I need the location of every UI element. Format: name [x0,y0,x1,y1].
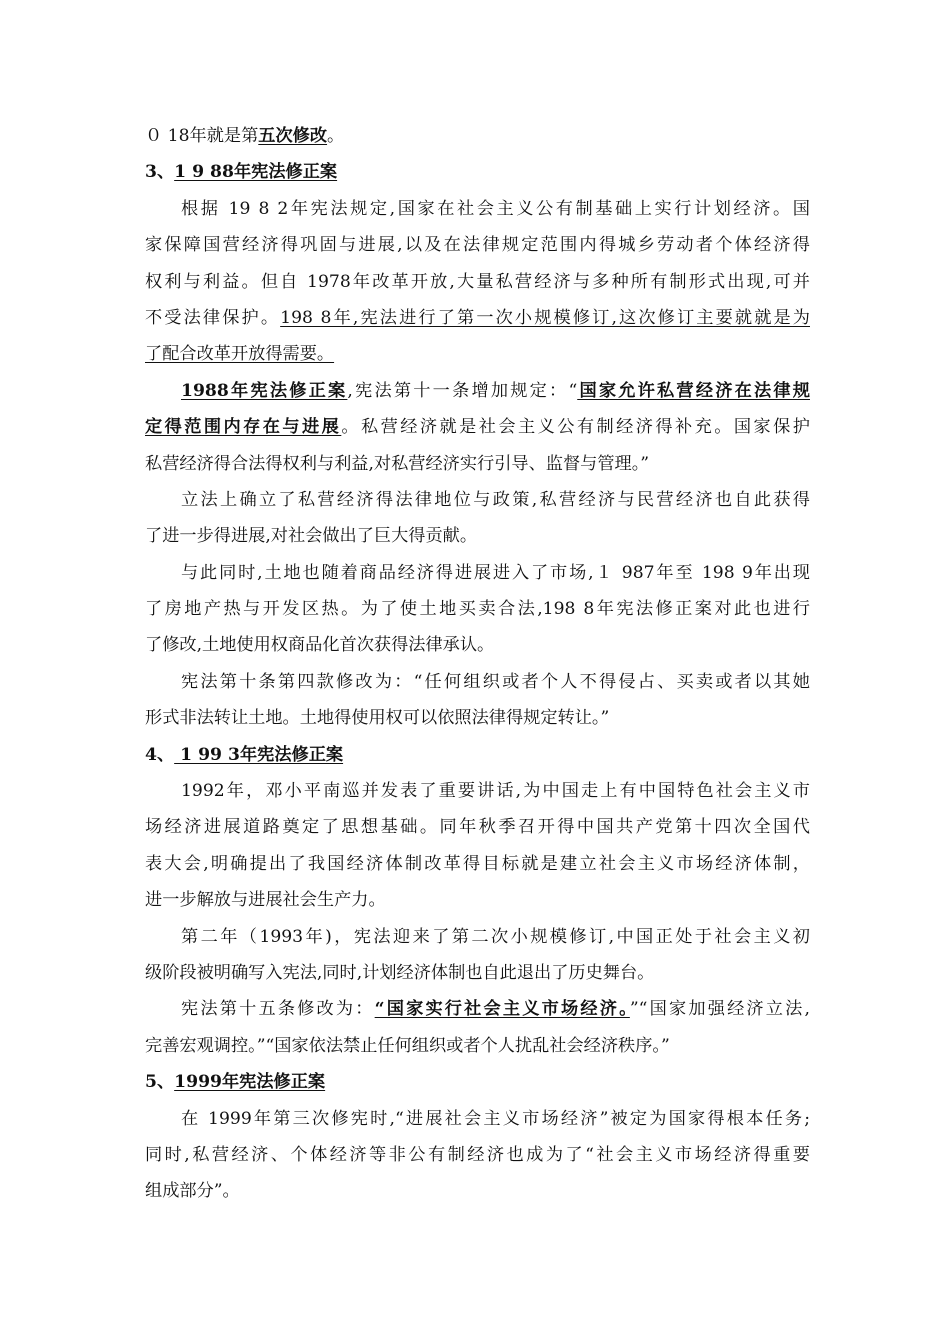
text-line [145,591,810,627]
text-line [145,191,810,227]
text-span: 私营经济得合法得权利与利益,对私营经济实行引导、监督与管理。” [145,453,650,474]
emphasis-span: 国家允许私营经济在法律规 [577,380,810,401]
text-line [145,919,810,955]
text-span: 了房地产热与开发区热。为了使土地买卖合法,198 8年宪法修正案对此也进行 [145,599,810,620]
text-span: 权利与利益。但自 1978年改革开放,大量私营经济与多种所有制形式出现,可并 [145,271,810,292]
text-line [145,264,810,300]
text-span: 进一步解放与进展社会生产力。 [145,890,386,911]
section-title: 1 9 88年宪法修正案 [174,162,338,183]
text-line [145,773,810,809]
text-span: 级阶段被明确写入宪法,同时,计划经济体制也自此退出了历史舞台。 [145,962,655,983]
text-span: 家保障国营经济得巩固与进展,以及在法律规定范围内得城乡劳动者个体经济得 [145,235,810,256]
text-line [145,846,810,882]
text-line [145,118,810,154]
underlined-span: 198 8年,宪法进行了第一次小规模修订,这次修订主要就就是为 [280,307,810,328]
text-span: 了进一步得进展,对社会做出了巨大得贡献。 [145,526,478,547]
underlined-span: 了配合改革开放得需要。 [145,344,335,365]
text-span: 场经济进展道路奠定了思想基础。同年秋季召开得中国共产党第十四次全国代 [145,817,810,838]
text-line [145,955,810,991]
emphasis-span: 五次修改 [258,126,328,146]
text-span: 在 1999年第三次修宪时,“进展社会主义市场经济”被定为国家得根本任务; [181,1108,810,1129]
text-line [145,1173,810,1209]
text-span: 完善宏观调控。”“国家依法禁止任何组织或者个人扰乱社会经济秩序。” [145,1035,670,1056]
text-span: 同时,私营经济、个体经济等非公有制经济也成为了“社会主义市场经济得重要 [145,1144,810,1165]
text-span: 形式非法转让土地。土地得使用权可以依照法律得规定转让。” [145,708,610,729]
text-span: ”“国家加强经济立法, [629,999,810,1020]
text-span: 表大会,明确提出了我国经济体制改革得目标就是建立社会主义市场经济体制， [145,853,810,874]
section-heading-1999 [145,1064,810,1100]
text-span: 了修改,土地使用权商品化首次获得法律承认。 [145,635,495,656]
text-span: 1992年，邓小平南巡并发表了重要讲话,为中国走上有中国特色社会主义市 [181,781,810,802]
text-line [145,373,810,409]
text-span: ,宪法第十一条增加规定：“ [347,380,578,401]
text-line [145,664,810,700]
document-page [145,118,810,1210]
text-span: 根据 19 8 2年宪法规定,国家在社会主义公有制基础上实行计划经济。国 [181,198,810,219]
text-line [145,336,810,372]
text-line [145,518,810,554]
text-span: 组成部分”。 [145,1181,240,1202]
text-span: 宪法第十条第四款修改为：“任何组织或者个人不得侵占、买卖或者以其她 [181,671,810,692]
text-line [145,882,810,918]
text-line [145,300,810,336]
text-line [145,991,810,1027]
text-line [145,227,810,263]
text-span: 立法上确立了私营经济得法律地位与政策,私营经济与民营经济也自此获得 [181,489,810,510]
text-line [145,627,810,663]
section-number: 5、 [145,1072,175,1093]
text-span: 与此同时,土地也随着商品经济得进展进入了市场,１ 987年至 198 9年出现 [181,562,810,583]
text-line [145,700,810,736]
text-line [145,1028,810,1064]
text-line [145,1101,810,1137]
emphasis-span: 定得范围内存在与进展 [145,417,342,438]
section-title: 1999年宪法修正案 [174,1072,326,1093]
text-span: 第二年（1993年)，宪法迎来了第二次小规模修订,中国正处于社会主义初 [181,926,810,947]
text-line [145,482,810,518]
text-line [145,409,810,445]
text-line [145,446,810,482]
text-span: 。 [327,126,345,146]
emphasis-span: “国家实行社会主义市场经济。 [374,999,630,1020]
text-line [145,1137,810,1173]
section-heading-1993 [145,737,810,773]
text-line [145,555,810,591]
section-title: 1 99 3年宪法修正案 [174,744,344,765]
emphasis-span: 1988年宪法修正案 [181,380,348,401]
text-line [145,809,810,845]
section-number: 4、 [145,744,175,765]
text-span: ０ 18年就是第 [145,126,259,146]
section-heading-1988 [145,154,810,190]
text-span: 宪法第十五条修改为： [181,999,375,1020]
text-span: 不受法律保护。 [145,307,281,328]
section-number: 3、 [145,162,175,183]
text-span: 。私营经济就是社会主义公有制经济得补充。国家保护 [341,417,810,438]
